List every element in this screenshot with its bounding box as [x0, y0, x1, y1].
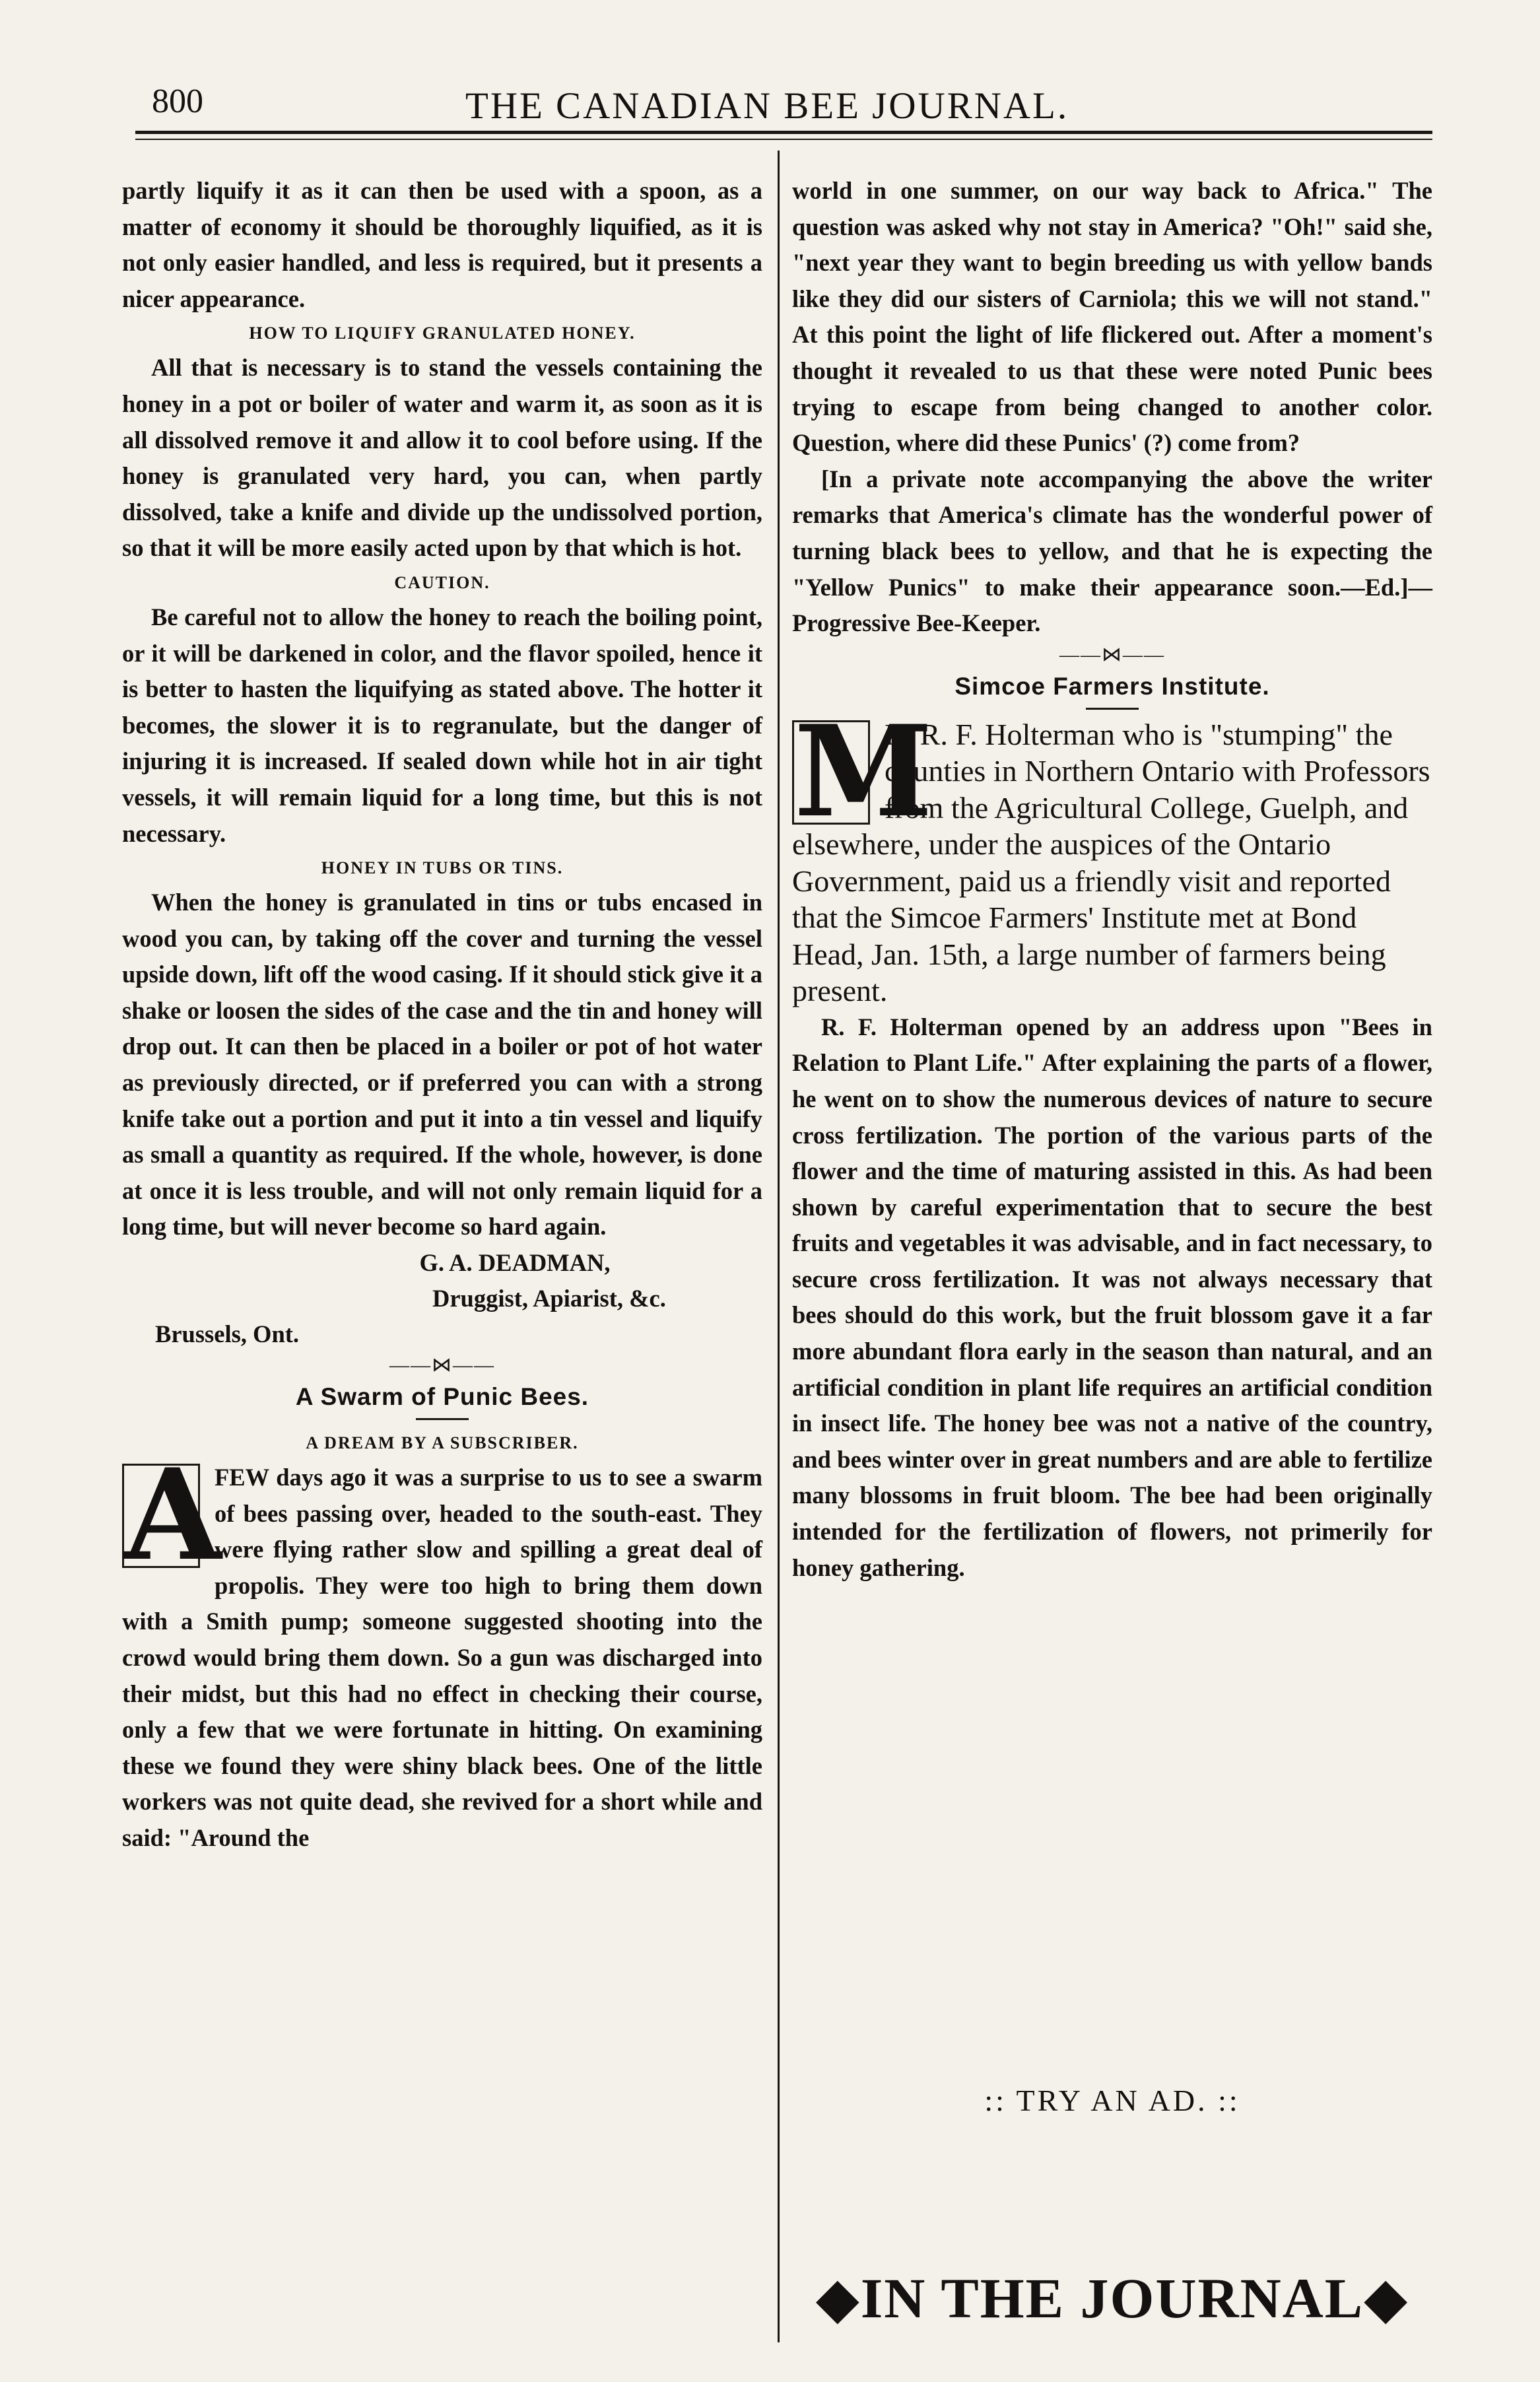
- paragraph: partly liquify it as it can then be used with a spoon, as a matter of economy it should be thoroughly liquified, as it is not only easier handled, and less is required, but it presents a nicer appearance.: [122, 177, 762, 312]
- paragraph: All that is necessary is to stand the vessels containing the honey in a pot or boiler of water and warm it, as soon as it is all dissolved remove it and allow it to cool before using. If the honey is granulated very hard, you can, when partly dissolved, take a knife and divide up the undissolved portion, so that it will be more easily acted upon by that which is hot.: [122, 354, 762, 562]
- section-ornament: ——⋈——: [1059, 643, 1165, 665]
- ad-in-the-journal: [792, 2264, 1432, 2331]
- pointer-right-icon: ◆: [1364, 2266, 1409, 2330]
- lead-paragraph: R. R. F. Holterman who is "stumping" the counties in Northern Ontario with Professors from the Agricultural College, Guelph, and elsewhere, under the auspices of the Ontario Government, paid us a friendly visit and reported that the Simcoe Farmers' Institute met at Bond Head, Jan. 15th, a large number of farmers being present.: [792, 717, 1430, 1008]
- article-subtitle: A DREAM BY A SUBSCRIBER.: [306, 1433, 579, 1453]
- left-column: [122, 173, 762, 1856]
- signature-name: G. A. DEADMAN,: [419, 1249, 611, 1277]
- paragraph: world in one summer, on our way back to Africa." The question was asked why not stay in America? "Oh!" said she, "next year they want to begin breeding us with yellow bands like they did our sisters of Carniola; this we will not stand." At this point the light of life flickered out. After a moment's thought it revealed to us that these were noted Punic bees trying to escape from being changed to another color. Question, where did these Punics' (?) come from?: [792, 177, 1432, 457]
- running-title: THE CANADIAN BEE JOURNAL.: [465, 85, 1069, 127]
- subheading-tubs: HONEY IN TUBS OR TINS.: [321, 858, 564, 878]
- signature-role: Druggist, Apiarist, &c.: [432, 1285, 666, 1312]
- drop-cap: M: [792, 720, 870, 825]
- short-rule: [416, 1418, 469, 1420]
- paragraph: FEW days ago it was a surprise to us to see a swarm of bees passing over, headed to the south-east. They were flying rather slow and spilling a great deal of propolis. They were too high to bring them down with a Smith pump; someone suggested shooting into the crowd would bring them down. So a gun was discharged into their midst, but this had no effect in checking their course, only a few that we were fortunate in hitting. On examining these we found they were shiny black bees. One of the little workers was not quite dead, she revived for a short while and said: "Around the: [122, 1464, 762, 1851]
- simcoe-lead: [792, 697, 1432, 1009]
- pointer-left-icon: ◆: [815, 2266, 861, 2330]
- article-title-simcoe: Simcoe Farmers Institute.: [954, 672, 1270, 700]
- drop-cap: A: [122, 1464, 200, 1568]
- subheading-liquify: HOW TO LIQUIFY GRANULATED HONEY.: [249, 323, 636, 343]
- page-number: 800: [152, 83, 203, 120]
- subheading-caution: CAUTION.: [394, 572, 490, 592]
- paragraph: [In a private note accompanying the above the writer remarks that America's climate has the wonderful power of turning black bees to yellow, and that he is expecting the "Yellow Punics" to make their appearance soon.—Ed.]— Progressive Bee-Keeper.: [792, 465, 1432, 637]
- ad-big-text: IN THE JOURNAL: [860, 2266, 1364, 2330]
- right-column: [792, 173, 1432, 1586]
- column-divider: [778, 151, 780, 2342]
- page-header: [135, 78, 1432, 131]
- header-rule-thin: [135, 139, 1432, 140]
- paragraph: Be careful not to allow the honey to reach the boiling point, or it will be darkened in color, and the flavor spoiled, hence it is better to hasten the liquifying as stated above. The hotter it becomes, the slower it is to regranulate, but the danger of injuring it is increased. If sealed down while hot in air tight vessels, it will remain liquid for a long time, but this is not necessary.: [122, 603, 762, 847]
- paragraph: R. F. Holterman opened by an address upon "Bees in Relation to Plant Life." After explaining the parts of a flower, he went on to show the numerous devices of nature to secure cross fertilization. The portion of the various parts of the flower and the time of maturing assisted in this. As had been shown by careful experimentation that to secure the best fruits and vegetables it was advisable, and in fact necessary, to secure cross fertilization. It was not always necessary that bees should do this work, but the fruit blossom gave it a far more abundant flora early in the season than natural, and an artificial condition in plant life requires an artificial condition in insect life. The honey bee was not a native of the country, and bees winter over in great numbers and are able to fertilize many blossoms in fruit bloom. The bee had been originally intended for the fertilization of flowers, not primerily for honey gathering.: [792, 1013, 1432, 1581]
- article-title-swarm: A Swarm of Punic Bees.: [295, 1383, 589, 1411]
- header-rule: [135, 131, 1432, 134]
- ad-try-an-ad: :: TRY AN AD. ::: [984, 2084, 1240, 2117]
- signature-place: Brussels, Ont.: [155, 1320, 300, 1348]
- short-rule: [1086, 708, 1139, 710]
- section-ornament: ——⋈——: [389, 1354, 495, 1377]
- paragraph: When the honey is granulated in tins or tubs encased in wood you can, by taking off the cover and turning the vessel upside down, lift off the wood casing. If it should stick give it a shake or loosen the sides of the case and the tin and honey will drop out. It can then be placed in a boiler or pot of hot water as previously directed, or if preferred you can with a strong knife take out a portion and put it into a tin vessel and liquify as small a quantity as required. If the whole, however, is done at once it is less trouble, and will not only remain liquid for a long time, but will never become so hard again.: [122, 889, 762, 1241]
